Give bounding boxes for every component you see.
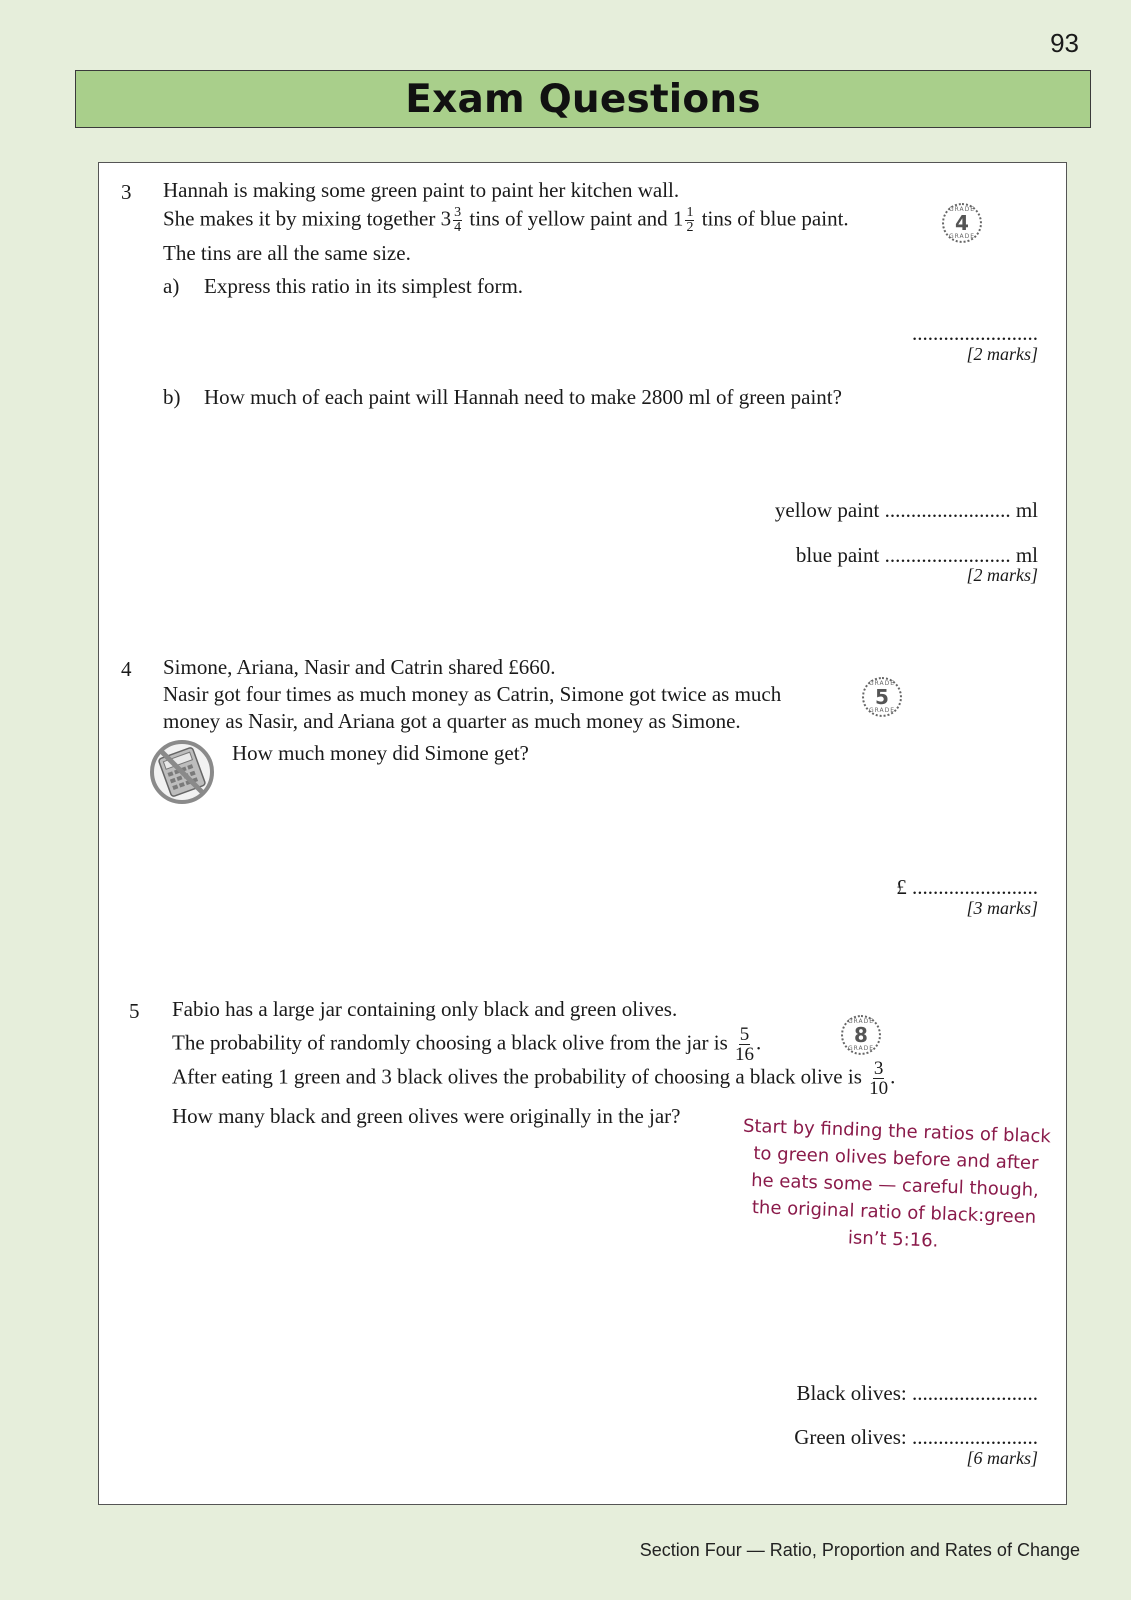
fraction — [453, 206, 462, 235]
grade-value: 5 — [875, 685, 889, 709]
denominator: 16 — [735, 1044, 755, 1065]
grade-label: GRADE — [868, 680, 896, 687]
grade-badge-icon — [841, 1015, 881, 1055]
q5-line3-text: After eating 1 green and 3 black olives the probability of choosing a black olive is — [172, 1064, 862, 1089]
marks-label: [2 marks] — [966, 344, 1038, 364]
q3-line3: The tins are all the same size. — [163, 241, 411, 265]
q3-part-b-text: How much of each paint will Hannah need to make 2800 ml of green paint? — [204, 385, 842, 409]
numerator: 3 — [873, 1058, 884, 1079]
answer-line-black[interactable]: Black olives: ........................ — [796, 1381, 1038, 1405]
q5-question: How many black and green olives were originally in the jar? — [172, 1104, 681, 1128]
answer-line-blue[interactable]: blue paint ........................ ml — [795, 543, 1038, 567]
q4-question: How much money did Simone get? — [232, 741, 529, 765]
questions-box — [98, 162, 1067, 1505]
q4-line1: Simone, Ariana, Nasir and Catrin shared £660. — [163, 655, 556, 679]
no-calculator-icon — [148, 738, 216, 806]
hint-note: Start by finding the ratios of black to green olives before and after he eats some — careful though, the original ratio of black:green isn’t 5:16. — [742, 1115, 1052, 1252]
q5-line1: Fabio has a large jar containing only black and green olives. — [172, 997, 678, 1021]
answer-line-green[interactable]: Green olives: ........................ — [794, 1425, 1038, 1449]
numerator: 3 — [454, 205, 462, 220]
marks-label: [2 marks] — [966, 565, 1038, 585]
q5-line3: After eating 1 green and 3 black olives the probability of choosing a black olive is $\frac{3}{10}$ . — [172, 1058, 896, 1099]
q4-line2: Nasir got four times as much money as Catrin, Simone got twice as much — [163, 682, 782, 706]
q3-line2-a: She makes it by mixing together 3 — [163, 206, 452, 231]
page-number: 93 — [1050, 28, 1079, 58]
answer-line[interactable]: ........................ — [912, 321, 1038, 345]
footer-section-title: Section Four — Ratio, Proportion and Rates of Change — [639, 1540, 1080, 1560]
denominator: 10 — [869, 1078, 889, 1099]
q3-line2 — [163, 206, 849, 235]
q5-line2-text: The probability of randomly choosing a black olive from the jar is — [172, 1030, 728, 1055]
numerator: 5 — [739, 1024, 750, 1045]
question-number: 4 — [121, 657, 132, 681]
grade-label: GRADE — [948, 206, 976, 213]
marks-label: [6 marks] — [966, 1448, 1038, 1468]
question-number: 5 — [129, 999, 140, 1023]
q3-part-a-text: Express this ratio in its simplest form. — [204, 274, 524, 298]
grade-label: GRADE — [868, 707, 896, 714]
page-title: Exam Questions — [405, 76, 761, 122]
q5-line2: The probability of randomly choosing a black olive from the jar is $\frac{5}{16}$ . — [172, 1024, 762, 1065]
answer-line[interactable]: £ ........................ — [896, 875, 1038, 899]
grade-label: GRADE — [948, 233, 976, 240]
fraction — [869, 1059, 888, 1098]
marks-label: [3 marks] — [966, 898, 1038, 918]
grade-label: GRADE — [847, 1045, 875, 1052]
q3-line2-b: tins of yellow paint and 1 — [469, 206, 684, 231]
grade-value: 8 — [854, 1023, 868, 1047]
q4-line3: money as Nasir, and Ariana got a quarter as much money as Simone. — [163, 709, 741, 733]
denominator: 4 — [454, 220, 462, 235]
answer-line-yellow[interactable]: yellow paint ........................ ml — [774, 498, 1038, 522]
grade-label: GRADE — [847, 1018, 875, 1025]
q3-line2-c: tins of blue paint. — [701, 206, 849, 231]
grade-badge-icon — [942, 203, 982, 243]
denominator: 2 — [686, 220, 694, 235]
question-number: 3 — [121, 180, 132, 204]
q3-part-a-label: a) — [163, 274, 180, 298]
q3-line1: Hannah is making some green paint to paint her kitchen wall. — [163, 178, 680, 202]
grade-badge-icon — [862, 677, 902, 717]
grade-value: 4 — [955, 211, 969, 235]
title-banner — [75, 70, 1091, 128]
fraction — [685, 206, 694, 235]
q3-part-b-label: b) — [163, 385, 181, 409]
numerator: 1 — [686, 205, 694, 220]
